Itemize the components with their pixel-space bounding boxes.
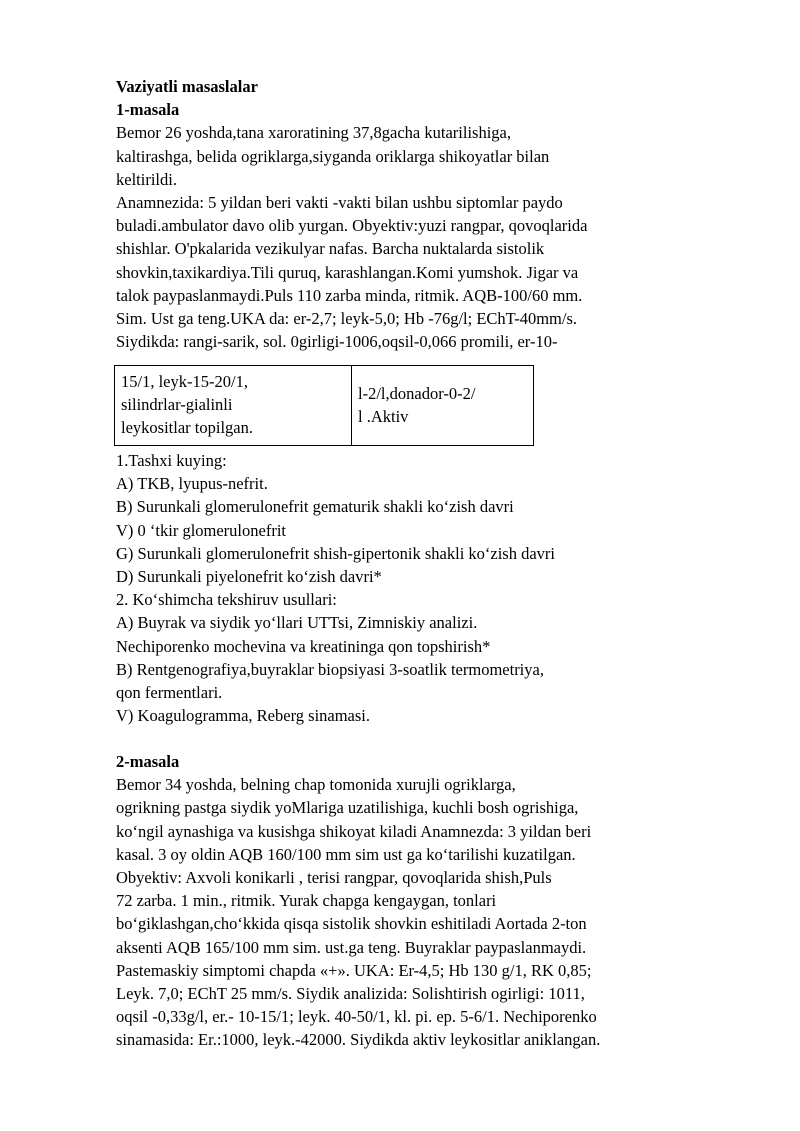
question-heading: 1.Tashxi kuying:: [116, 451, 227, 470]
text-line: keltirildi.: [116, 169, 177, 189]
text-line: bo‘giklashgan,cho‘kkida qisqa sistolik shovkin eshitiladi Aortada 2-ton: [116, 914, 587, 934]
text-line: 72 zarba. 1 min., ritmik. Yurak chapga kengaygan, tonlari: [116, 891, 497, 911]
text-line: sinamasida: Er.:1000, leyk.-42000. Siydikda aktiv leykositlar aniklangan.: [116, 1030, 601, 1050]
answer-option: B) Rentgenografiya,buyraklar biopsiyasi 3-soatlik termometriya,: [116, 659, 544, 679]
text-line: shishlar. O'pkalarida vezikulyar nafas. Barcha nuktalarda sistolik: [116, 239, 545, 259]
table-line: l .Aktiv: [358, 407, 409, 427]
answer-option: qon fermentlari.: [116, 683, 223, 703]
table-line: silindrlar-gialinli: [121, 395, 233, 415]
question-heading: 2. Ko‘shimcha tekshiruv usullari:: [116, 590, 337, 610]
answer-option: B) Surunkali glomerulonefrit gematurik shakli ko‘zish davri: [116, 497, 514, 517]
text-line: buladi.ambulator davo olib yurgan. Obyektiv:yuzi rangpar, qovoqlarida: [116, 216, 588, 236]
table-line: l-2/l,donador-0-2/: [358, 384, 476, 403]
text-line: Leyk. 7,0; EChT 25 mm/s. Siydik analizida: Solishtirish ogirligi: 1011,: [116, 984, 585, 1004]
text-line: ogrikning pastga siydik yoMlariga uzatilishiga, kuchli bosh ogrishiga,: [116, 798, 579, 818]
answer-option: V) 0 ‘tkir glomerulonefrit: [116, 520, 286, 540]
text-line: ko‘ngil aynashiga va kusishga shikoyat kiladi Anamnezda: 3 yildan beri: [116, 821, 592, 841]
text-line: Siydikda: rangi-sarik, sol. 0girligi-1006,oqsil-0,066 promili, er-10-: [116, 332, 558, 352]
text-line: Bemor 34 yoshda, belning chap tomonida xurujli ogriklarga,: [116, 775, 516, 795]
text-line: kaltirashga, belida ogriklarga,siyganda oriklarga shikoyatlar bilan: [116, 146, 550, 166]
text-line: Bemor 26 yoshda,tana xaroratining 37,8gacha kutarilishiga,: [116, 123, 511, 143]
lab-results-table: [114, 365, 534, 446]
problem1-section: [116, 75, 676, 353]
table-cell-left: [115, 366, 352, 445]
text-line: kasal. 3 oy oldin AQB 160/100 mm sim ust ga ko‘tarilishi kuzatilgan.: [116, 844, 576, 864]
problem1-heading: 1-masala: [116, 100, 180, 120]
text-line: talok paypaslanmaydi.Puls 110 zarba minda, ritmik. AQB-100/60 mm.: [116, 285, 583, 305]
text-line: Anamnezida: 5 yildan beri vakti -vakti bilan ushbu siptomlar paydo: [116, 193, 563, 213]
text-line: Sim. Ust ga teng.UKA da: er-2,7; leyk-5,0; Hb -76g/l; EChT-40mm/s.: [116, 309, 578, 329]
table-line: leykositlar topilgan.: [121, 418, 253, 438]
answer-option: V) Koagulogramma, Reberg sinamasi.: [116, 706, 371, 726]
problem2-heading: 2-masala: [116, 752, 180, 771]
document-title: Vaziyatli masaslalar: [116, 77, 258, 96]
answer-option: Nechiporenko mochevina va kreatininga qon topshirish*: [116, 636, 491, 656]
text-line: shovkin,taxikardiya.Tili quruq, karashlangan.Komi yumshok. Jigar va: [116, 262, 579, 282]
problem2-section: [116, 750, 676, 1052]
answer-option: D) Surunkali piyelonefrit ko‘zish davri*: [116, 567, 382, 587]
answer-option: A) TKB, lyupus-nefrit.: [116, 474, 268, 494]
problem1-text: [116, 121, 676, 353]
answer-option: A) Buyrak va siydik yo‘llari UTTsi, Zimniskiy analizi.: [116, 613, 478, 633]
table-cell-right: [352, 366, 533, 445]
text-line: oqsil -0,33g/l, er.- 10-15/1; leyk. 40-50/1, kl. pi. ep. 5-6/1. Nechiporenko: [116, 1007, 597, 1027]
table-line: 15/1, leyk-15-20/1,: [121, 372, 248, 391]
answer-option: G) Surunkali glomerulonefrit shish-gipertonik shakli ko‘zish davri: [116, 543, 556, 563]
text-line: aksenti AQB 165/100 mm sim. ust.ga teng. Buyraklar paypaslanmaydi.: [116, 937, 587, 957]
text-line: Pastemaskiy simptomi chapda «+». UKA: Er-4,5; Hb 130 g/1, RK 0,85;: [116, 960, 592, 980]
problem1-questions: [116, 449, 676, 727]
text-line: Obyektiv: Axvoli konikarli , terisi rangpar, qovoqlarida shish,Puls: [116, 868, 552, 888]
